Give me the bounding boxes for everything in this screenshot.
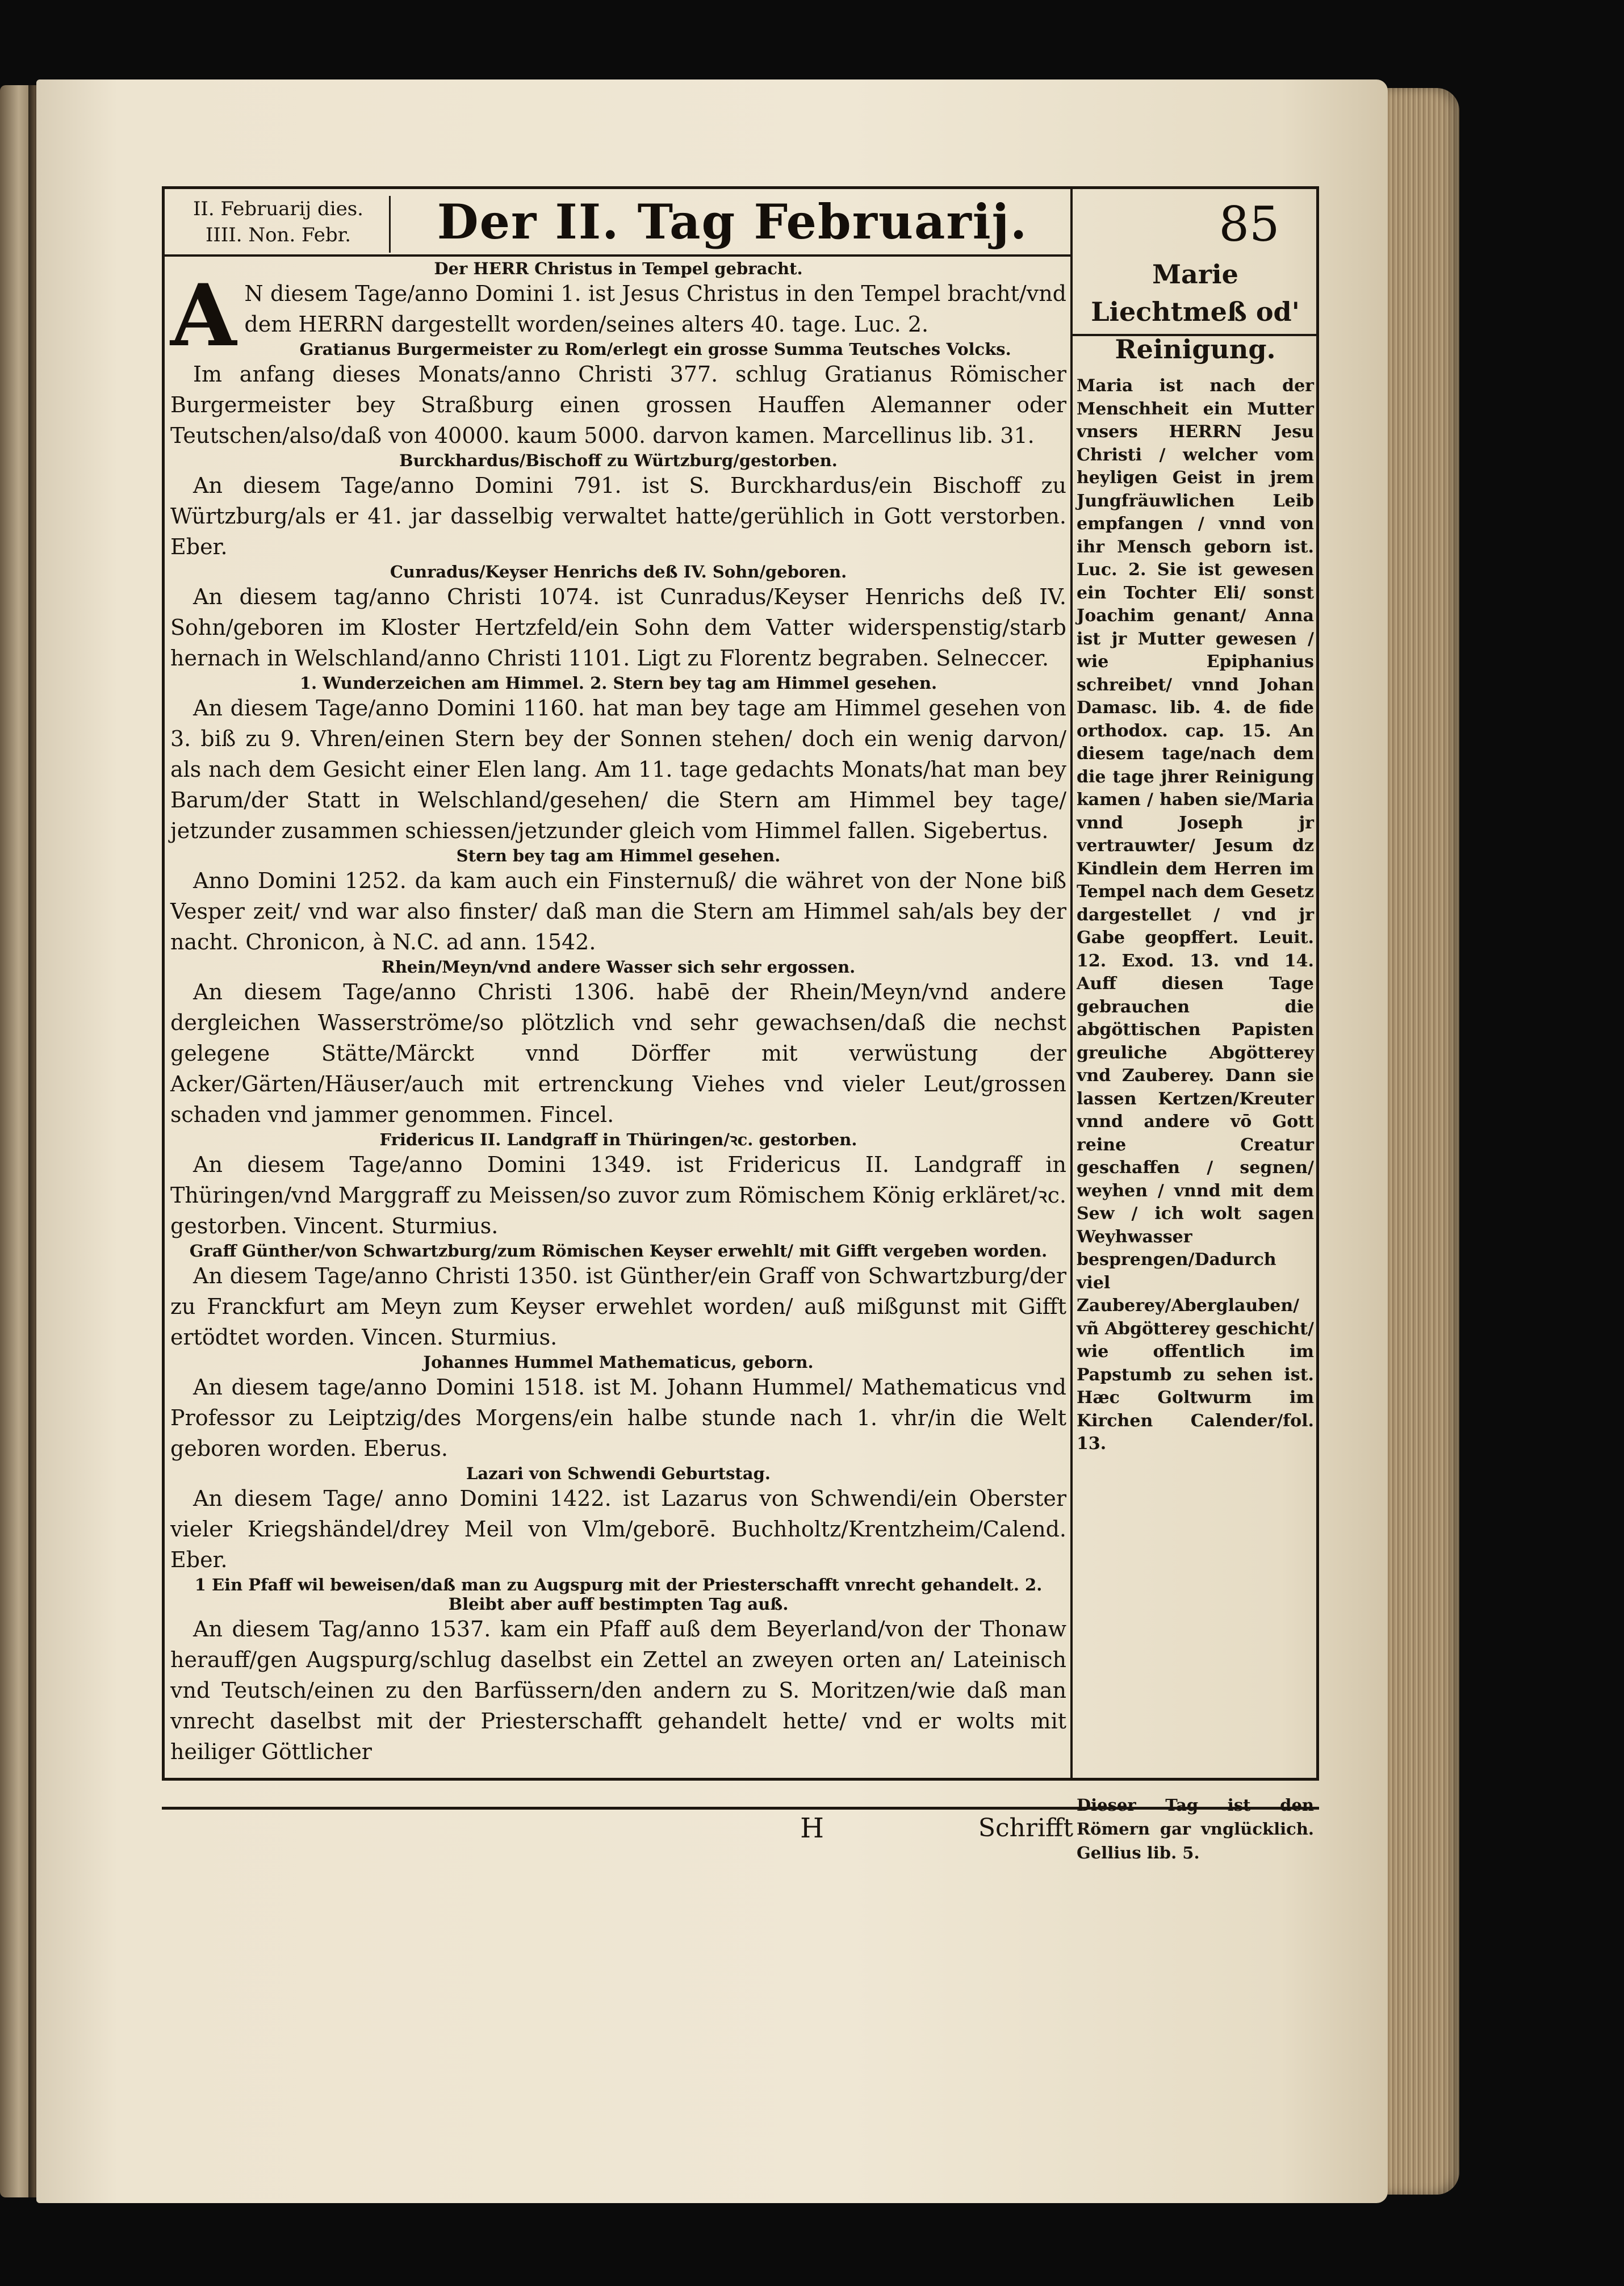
section-heading: Graff Günther/von Schwartzburg/zum Römischen Keyser erwehlt/ mit Gifft vergeben worden. [189,1241,1048,1261]
section-paragraph-text: N diesem Tage/anno Domini 1. ist Jesus Christus in den Tempel bracht/vnd dem HERRN dargestellt worden/seines alters 40. tage. Luc. 2. [244,281,1066,337]
section-paragraph: An diesem tage/anno Domini 1518. ist M. Johann Hummel/ Mathematicus vnd Professor zu Leiptzig/des Morgens/ein halbe stunde nach 1. vhr/in die Welt geboren worden. Eberus. [170,1375,1066,1461]
section-paragraph: An diesem Tag/anno 1537. kam ein Pfaff auß dem Beyerland/von der Thonaw herauff/gen Augspurg/schlug daselbst ein Zettel an zweyen orten an/ Lateinisch vnd Teutsch/einen zu den Barfüssern/den andern zu S. Moritzen/wie daß man vnrecht daselbst mit der Priesterschafft gehandelt hette/ vnd er wolts mit heiliger Göttlicher [170,1617,1066,1764]
section-heading: Gratianus Burgermeister zu Rom/erlegt ein grosse Summa Teutsches Volcks. [299,340,1011,359]
sidebar-note: Dieser Tag ist den Römern gar vnglücklich. Gellius lib. 5. [1077,1795,1314,1862]
sidebar-text: Maria ist nach der Menschheit ein Mutter vnsers HERRN Jesu Christi / welcher vom heyligen Geist in jrem Jungfräuwlichen Leib empfangen / vnnd von ihr Mensch geborn ist. Luc. 2. Sie ist gewesen ein Tochter Eli/ sonst Joachim genant/ Anna ist jr Mutter gewesen / wie Epiphanius schreibet/ vnnd Johan Damasc. lib. 4. de fide orthodox. cap. 15. An diesem tage/nach dem die tage jhrer Reinigung kamen / haben sie/Maria vnnd Joseph jr vertrauwter/ Jesum dz Kindlein dem Herren im Tempel nach dem Gesetz dargestellet / vnd jr Gabe geopffert. Leuit. 12. Exod. 13. vnd 14. Auff diesen Tage gebrauchen die abgöttischen Papisten greuliche Abgötterey vnd Zauberey. Dann sie lassen Kertzen/Kreuter vnnd andere vō Gott reine Creatur geschaffen / segnen/ weyhen / vnnd mit dem Sew / ich wolt sagen Weyhwasser besprengen/Dadurch viel Zauberey/Aberglauben/ vñ Abgötterey geschicht/ wie offentlich im Papstumb zu sehen ist. Hæc Goltwurm im Kirchen Calender/fol. 13. [1077,376,1314,1454]
section-heading: 1. Wunderzeichen am Himmel. 2. Stern bey tag am Himmel gesehen. [299,673,937,693]
section-heading: Stern bey tag am Himmel gesehen. [456,846,781,865]
column-divider [1070,186,1073,1781]
section-heading: Cunradus/Keyser Henrichs deß IV. Sohn/geboren. [390,562,847,581]
signature-mark: H [800,1812,824,1844]
page-title: Der II. Tag Februarij. [437,194,1028,250]
main-text-column [170,259,1066,1769]
section-paragraph: An diesem Tage/anno Domini 1160. hat man bey tage am Himmel gesehen von 3. biß zu 9. Vhren/einen Stern bey der Sonnen stehen/ doch ein wenig darvon/ als nach dem Gesicht einer Elen lang. Am 11. tage gedachts Monats/hat man bey Barum/der Statt in Welschland/gesehen/ die Stern am Himmel bey tage/ jetzunder zusammen schiessen/jetzunder gleich vom Himmel fallen. Sigebertus. [170,696,1066,843]
section-paragraph: Im anfang dieses Monats/anno Christi 377. schlug Gratianus Römischer Burgermeister bey Straßburg einen grossen Hauffen Alemanner oder Teutschen/also/daß von 40000. kaum 5000. darvon kamen. Marcellinus lib. 31. [170,362,1066,448]
header-date-line-1: II. Februarij dies. [192,198,363,220]
header-divider [389,196,391,253]
section-paragraph: Anno Domini 1252. da kam auch ein Finsternuß/ die währet von der None biß Vesper zeit/ vnd war also finster/ daß man die Stern am Himmel sah/als bey der nacht. Chronicon, à N.C. ad ann. 1542. [170,868,1066,954]
section-heading: Lazari von Schwendi Geburtstag. [466,1464,771,1483]
sidebar-title: Marie Liechtmeß od' Reinigung. [1091,259,1300,365]
header-date-label [173,196,383,248]
section-heading: Burckhardus/Bischoff zu Würtzburg/gestorben. [399,451,838,470]
section-heading: 1 Ein Pfaff wil beweisen/daß man zu Augspurg mit der Priesterschafft vnrecht gehandelt. 2. Bleibt aber auff bestimpten Tag auß. [194,1575,1043,1614]
section-paragraph: An diesem Tage/ anno Domini 1422. ist Lazarus von Schwendi/ein Oberster vieler Kriegshändel/drey Meil von Vlm/geborē. Buchholtz/Krentzheim/Calend. Eber. [170,1486,1066,1572]
marginal-column [1077,256,1314,1456]
drop-capital: A [170,266,237,366]
section-heading: Rhein/Meyn/vnd andere Wasser sich sehr ergossen. [381,957,856,977]
section-paragraph: An diesem Tage/anno Domini 791. ist S. Burckhardus/ein Bischoff zu Würtzburg/als er 41. jar dasselbig verwaltet hatte/gerühlich in Gott verstorben. Eber. [170,473,1066,559]
section-heading: Johannes Hummel Mathematicus, geborn. [423,1353,814,1372]
section-paragraph: An diesem Tage/anno Christi 1350. ist Günther/ein Graff von Schwartzburg/der zu Franckfurt am Meyn zum Keyser erwehlet worden/ auß mißgunst mit Gifft ertödtet worden. Vincen. Sturmius. [170,1263,1066,1350]
section-heading: Der HERR Christus in Tempel gebracht. [434,259,803,278]
header-rule [162,254,1070,257]
page-number: 85 [1219,196,1280,252]
section-paragraph: An diesem tag/anno Christi 1074. ist Cunradus/Keyser Henrichs deß IV. Sohn/geboren im Kloster Hertzfeld/ein Sohn dem Vatter widerspenstig/starb hernach in Welschland/anno Christi 1101. Ligt zu Florentz begraben. Selneccer. [170,584,1066,671]
section-heading: Fridericus II. Landgraff in Thüringen/ꝛc. gestorben. [379,1130,857,1149]
catchword: Schrifft [978,1814,1073,1843]
section-paragraph: An diesem Tage/anno Christi 1306. habē der Rhein/Meyn/vnd andere dergleichen Wasserströme/so plötzlich vnd sehr gewachsen/daß die nechst gelegene Stätte/Märckt vnnd Dörffer mit verwüstung der Acker/Gärten/Häuser/auch mit ertrenckung Viehes vnd vieler Leut/grossen schaden vnd jammer genommen. Fincel. [170,979,1066,1127]
section-paragraph: An diesem Tage/anno Domini 1349. ist Fridericus II. Landgraff in Thüringen/vnd Marggraff zu Meissen/so zuvor zum Römischem König erkläret/ꝛc. gestorben. Vincent. Sturmius. [170,1152,1066,1238]
header-date-line-2: IIII. Non. Febr. [205,224,351,246]
